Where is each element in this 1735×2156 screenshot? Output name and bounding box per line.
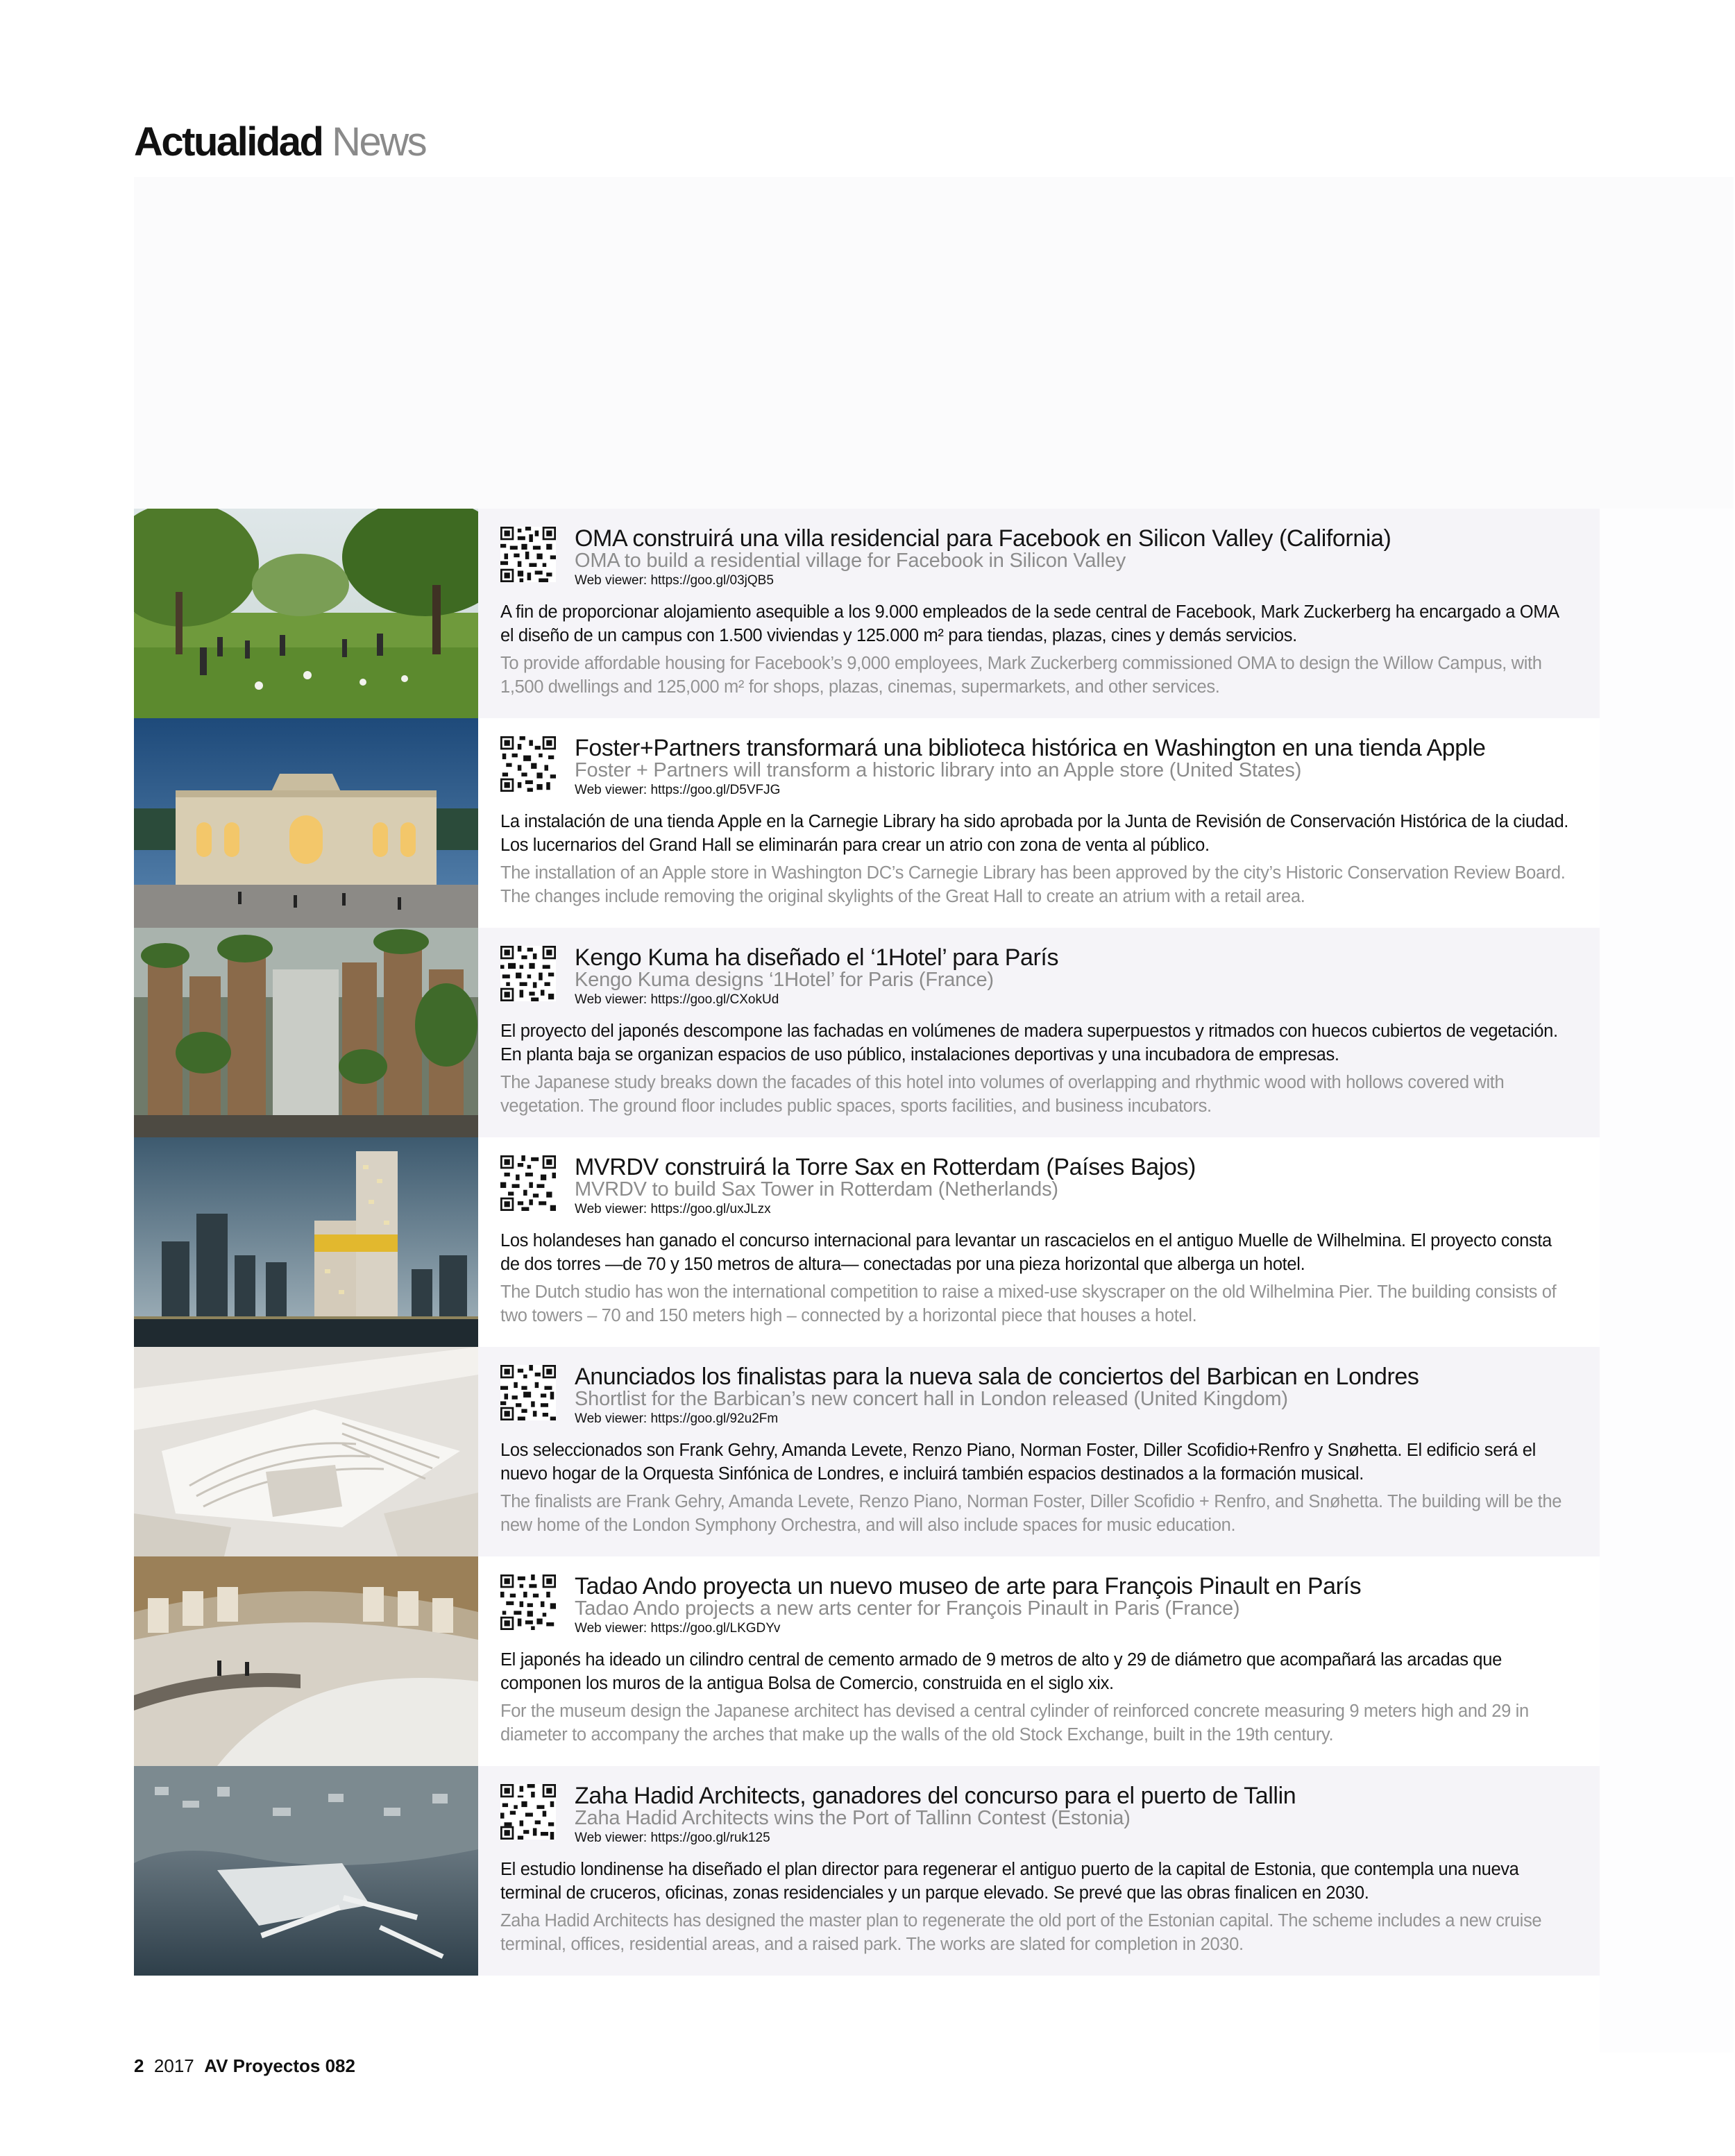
news-list <box>134 509 1600 1976</box>
headline-spanish: Kengo Kuma ha diseñado el ‘1Hotel’ para París <box>575 944 1059 971</box>
issue-year: 2017 <box>153 2055 194 2076</box>
summary-spanish: La instalación de una tienda Apple en la Carnegie Library ha sido aprobada por la Junta de Revisión de Conservación Histórica de la ciudad. Los lucernarios del Grand Hall se eliminarán para crear un atrio con zona de venta al público. <box>500 812 1569 855</box>
news-image-facebook-campus[interactable] <box>134 509 478 718</box>
blank-ad-space <box>134 177 1734 509</box>
headline-english: Zaha Hadid Architects wins the Port of Tallinn Contest (Estonia) <box>575 1807 1131 1829</box>
qr-code-icon[interactable] <box>500 1784 556 1840</box>
news-heading <box>575 1784 1567 1847</box>
news-heading <box>575 946 1567 1009</box>
page-footer <box>134 2055 355 2076</box>
page-number: 2 <box>134 2055 144 2076</box>
news-heading <box>575 1574 1567 1638</box>
page-title-english: News <box>332 119 426 164</box>
summary-spanish: El proyecto del japonés descompone las fachadas en volúmenes de madera superpuestos y ritmados con huecos cubiertos de vegetación. En planta baja se organizan espacios de uso público, instalaciones deportivas y una incubadora de empresas. <box>500 1021 1558 1064</box>
summary-spanish: Los holandeses han ganado el concurso internacional para levantar un rascacielos en el antiguo Muelle de Wilhelmina. El proyecto consta de dos torres —de 70 y 150 metros de altura— conectadas por una pieza horizontal que alberga un hotel. <box>500 1231 1552 1274</box>
headline-spanish: Foster+Partners transformará una biblioteca histórica en Washington en una tienda Apple <box>575 735 1486 761</box>
news-image-carnegie-library[interactable] <box>134 718 478 928</box>
page-title-spanish: Actualidad <box>134 119 323 164</box>
headline-english: MVRDV to build Sax Tower in Rotterdam (Netherlands) <box>575 1178 1058 1200</box>
summary-english: The Dutch studio has won the international competition to raise a mixed-use skyscraper on the old Wilhelmina Pier. The building consists of two towers – 70 and 150 meters high – connected by a horizontal piece that houses a hotel. <box>500 1282 1557 1325</box>
summary-spanish: El estudio londinense ha diseñado el plan director para regenerar el antiguo puerto de la capital de Estonia, que contempla una nueva terminal de cruceros, oficinas, zonas residenciales y un parque elevado. Se prevé que las obras finalicen en 2030. <box>500 1860 1519 1903</box>
qr-code-icon[interactable] <box>500 1574 556 1630</box>
news-heading <box>575 1155 1567 1219</box>
headline-english: Tadao Ando projects a new arts center for François Pinault in Paris (France) <box>575 1597 1240 1620</box>
summary-spanish: El japonés ha ideado un cilindro central de cemento armado de 9 metros de alto y 29 de diámetro que acompañará las arcadas que componen los muros de la antigua Bolsa de Comercio, construida en el siglo xix. <box>500 1650 1502 1693</box>
headline-spanish: OMA construirá una villa residencial para Facebook en Silicon Valley (California) <box>575 525 1391 552</box>
page-title <box>134 119 426 164</box>
headline-spanish: Tadao Ando proyecta un nuevo museo de arte para François Pinault en París <box>575 1573 1362 1599</box>
headline-english: Shortlist for the Barbican’s new concert hall in London released (United Kingdom) <box>575 1388 1288 1410</box>
news-heading <box>575 736 1567 799</box>
right-margin-space <box>1600 509 1734 2053</box>
summary-english: For the museum design the Japanese architect has devised a central cylinder of reinforced concrete measuring 9 meters high and 29 in diameter to accompany the arches that make up the walls of the old Stock Exchange, built in the 19th century. <box>500 1701 1529 1745</box>
headline-english: Kengo Kuma designs ‘1Hotel’ for Paris (France) <box>575 969 994 991</box>
headline-spanish: Zaha Hadid Architects, ganadores del concurso para el puerto de Tallin <box>575 1783 1296 1809</box>
headline-english: OMA to build a residential village for Facebook in Silicon Valley <box>575 550 1126 572</box>
qr-code-icon[interactable] <box>500 1365 556 1420</box>
qr-code-icon[interactable] <box>500 1155 556 1211</box>
news-item <box>134 928 1600 1137</box>
web-viewer-link[interactable]: Web viewer: https://goo.gl/92u2Fm <box>575 1411 779 1426</box>
news-item <box>134 1766 1600 1976</box>
web-viewer-link[interactable]: Web viewer: https://goo.gl/03jQB5 <box>575 573 774 588</box>
news-image-1hotel-paris[interactable] <box>134 928 478 1137</box>
summary-english: The Japanese study breaks down the facades of this hotel into volumes of overlapping and rhythmic wood with hollows covered with vegetation. The ground floor includes public spaces, sports facilities, and business incubators. <box>500 1073 1505 1116</box>
summary-english: Zaha Hadid Architects has designed the master plan to regenerate the old port of the Estonian capital. The scheme includes a new cruise terminal, offices, residential areas, and a raised park. The works are slated for completion in 2030. <box>500 1911 1542 1954</box>
news-image-sax-tower[interactable] <box>134 1137 478 1347</box>
web-viewer-link[interactable]: Web viewer: https://goo.gl/CXokUd <box>575 992 779 1007</box>
headline-spanish: Anunciados los finalistas para la nueva sala de conciertos del Barbican en Londres <box>575 1364 1419 1390</box>
summary-english: To provide affordable housing for Facebook’s 9,000 employees, Mark Zuckerberg commissioned OMA to design the Willow Campus, with 1,500 dwellings and 125,000 m² for shops, plazas, cinemas, supermarkets, and other services. <box>500 654 1542 697</box>
headline-english: Foster + Partners will transform a historic library into an Apple store (United States) <box>575 759 1302 781</box>
news-item <box>134 1556 1600 1766</box>
qr-code-icon[interactable] <box>500 946 556 1001</box>
headline-spanish: MVRDV construirá la Torre Sax en Rotterdam (Países Bajos) <box>575 1154 1196 1180</box>
summary-spanish: Los seleccionados son Frank Gehry, Amanda Levete, Renzo Piano, Norman Foster, Diller Scofidio+Renfro y Snøhetta. El edificio será el nuevo hogar de la Orquesta Sinfónica de Londres, e incluirá también espacios destinados a la formación musical. <box>500 1441 1536 1484</box>
web-viewer-link[interactable]: Web viewer: https://goo.gl/LKGDYv <box>575 1621 781 1636</box>
publication-name: AV Proyectos 082 <box>204 2055 355 2076</box>
summary-english: The installation of an Apple store in Washington DC’s Carnegie Library has been approved by the city’s Historic Conservation Review Board. The changes include removing the original skylights of the Great Hall to create an atrium with a retail area. <box>500 863 1566 906</box>
web-viewer-link[interactable]: Web viewer: https://goo.gl/uxJLzx <box>575 1202 771 1216</box>
news-item <box>134 718 1600 928</box>
news-image-tallinn-port[interactable] <box>134 1766 478 1976</box>
news-item <box>134 1137 1600 1347</box>
qr-code-icon[interactable] <box>500 736 556 792</box>
news-heading <box>575 1365 1567 1428</box>
summary-english: The finalists are Frank Gehry, Amanda Levete, Renzo Piano, Norman Foster, Diller Scofidio + Renfro, and Snøhetta. The building will be the new home of the London Symphony Orchestra, and will also include spaces for music education. <box>500 1492 1562 1535</box>
web-viewer-link[interactable]: Web viewer: https://goo.gl/D5VFJG <box>575 783 781 797</box>
news-heading <box>575 527 1567 590</box>
news-item <box>134 509 1600 718</box>
news-item <box>134 1347 1600 1556</box>
summary-spanish: A fin de proporcionar alojamiento asequible a los 9.000 empleados de la sede central de Facebook, Mark Zuckerberg ha encargado a OMA el diseño de un campus con 1.500 viviendas y 125.000 m² para tiendas, plazas, cines y demás servicios. <box>500 602 1559 645</box>
web-viewer-link[interactable]: Web viewer: https://goo.gl/ruk125 <box>575 1831 770 1845</box>
news-image-barbican-model[interactable] <box>134 1347 478 1556</box>
qr-code-icon[interactable] <box>500 527 556 582</box>
news-image-bourse-de-commerce[interactable] <box>134 1556 478 1766</box>
